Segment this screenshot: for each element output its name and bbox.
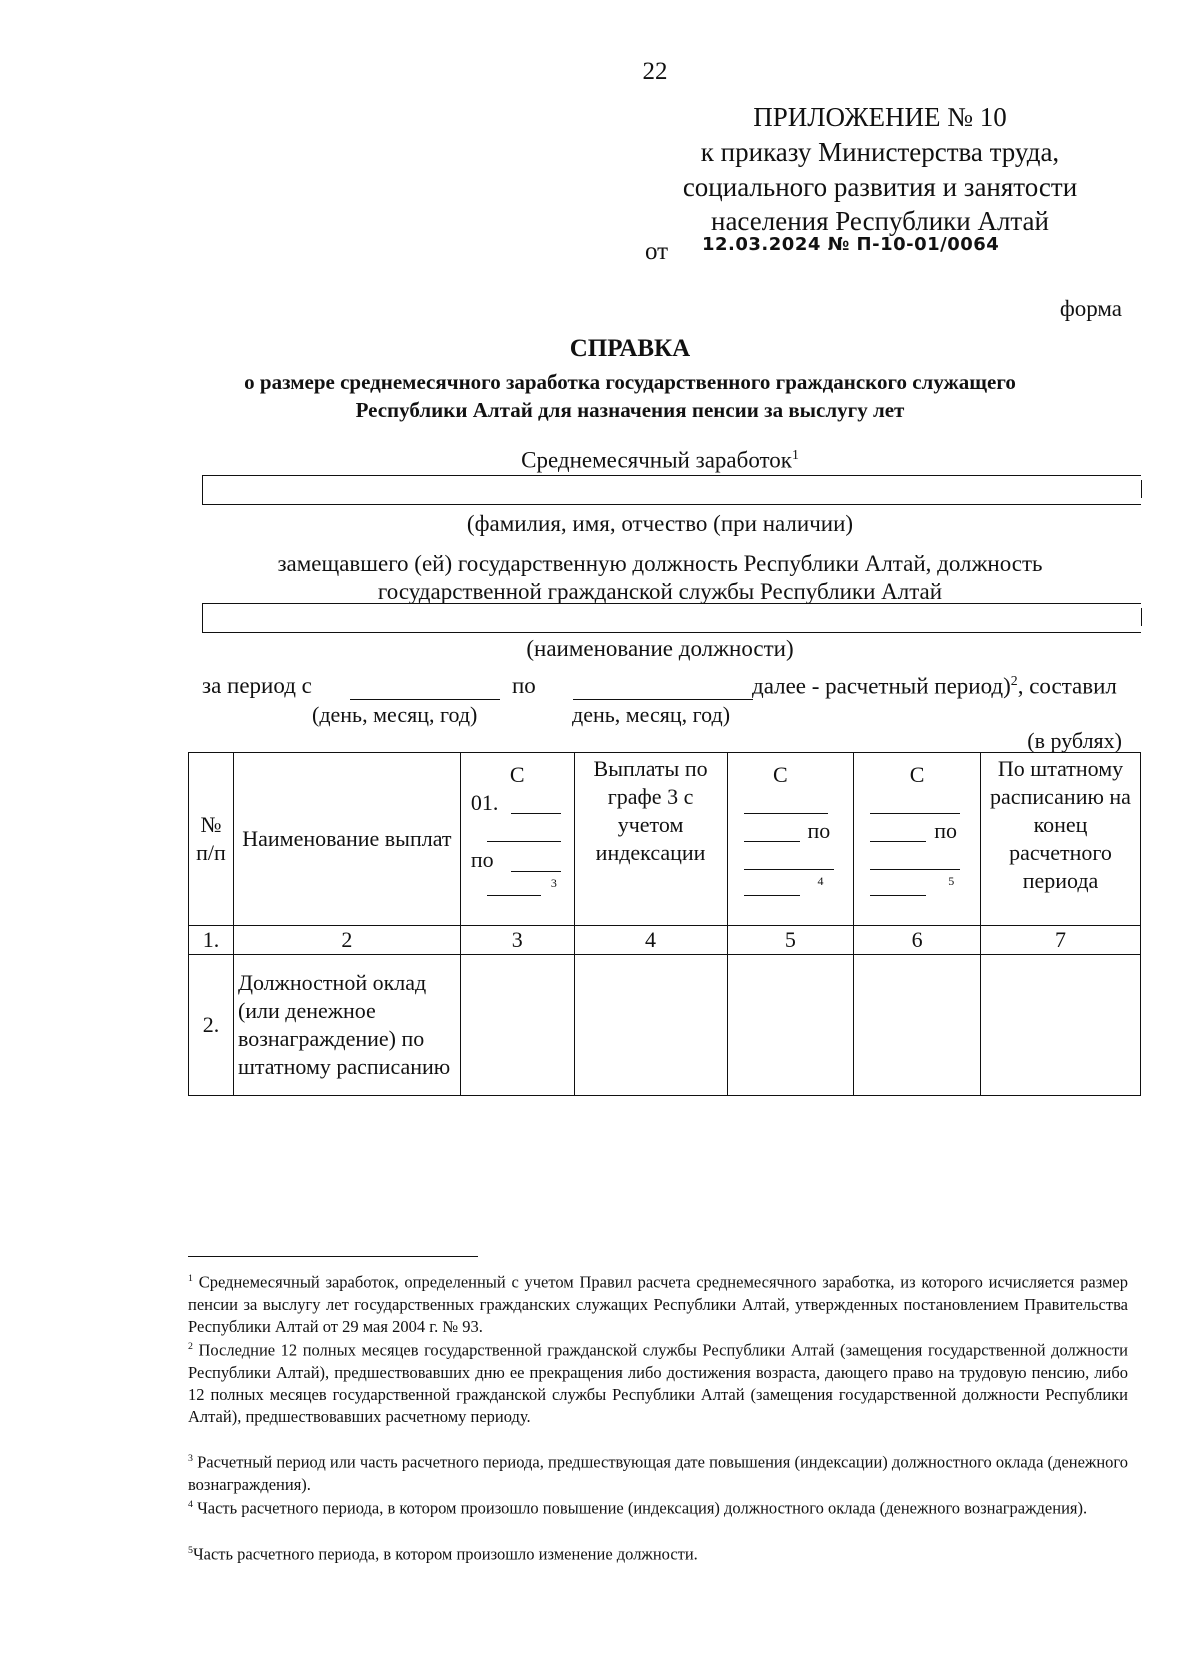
header-indexed-payments: Выплаты по графе 3 с учетом индексации	[574, 753, 727, 926]
page-number: 22	[642, 58, 668, 85]
position-field[interactable]	[202, 603, 1141, 633]
footnote-4: $^4$ Часть расчетного периода, в котором произошло повышение (индексация) должностного оклада (денежного вознаграждения).	[188, 1498, 1088, 1518]
row-payment-name: Должностной оклад (или денежное вознаграждение) по штатному расписанию	[233, 955, 460, 1096]
position-text-1: замещавшего (ей) государственную должность Республики Алтай, должность	[277, 551, 1043, 576]
date-caption-2: день, месяц, год)	[572, 702, 731, 727]
subtitle-line-2: Республики Алтай для назначения пенсии за выслугу лет	[355, 398, 905, 422]
from-label: от	[645, 238, 669, 265]
row-cell-col6[interactable]	[854, 955, 981, 1096]
fio-field[interactable]	[202, 475, 1141, 505]
col3-year-field[interactable]	[487, 841, 561, 842]
index-cell: 1.	[189, 926, 234, 955]
form-label: форма	[1059, 296, 1122, 321]
row-cell-col4[interactable]	[574, 955, 727, 1096]
footnote-2: $^2$ Последние 12 полных месяцев государственной гражданской службы Республики Алтай (замещения государственной должности Республики Алтай), предшествовавших дню ее прекращения либо достижения возраста, дающего право на трудовую пенсию, либо 12 полных месяцев государственной гражданской службы Республики Алтай (замещения государственной должности Республики Алтай), предшествовавших расчетному периоду.	[188, 1340, 1128, 1426]
fio-caption: (фамилия, имя, отчество (при наличии)	[466, 511, 854, 536]
header-number: № п/п	[189, 753, 234, 926]
col3-to-year-field[interactable]	[487, 895, 541, 896]
table-header-row	[189, 753, 1141, 926]
appendix-line-3: социального развития и занятости	[682, 172, 1078, 202]
footnote-5: $^5$Часть расчетного периода, в котором произошло изменение должности.	[188, 1544, 698, 1564]
currency-note: (в рублях)	[1027, 728, 1122, 753]
position-text-2: государственной гражданской службы Республики Алтай	[377, 579, 943, 604]
row-number: 2.	[189, 955, 234, 1096]
table-row	[189, 955, 1141, 1096]
header-col5: С по 4	[727, 753, 854, 926]
index-cell: 2	[233, 926, 460, 955]
position-caption: (наименование должности)	[526, 636, 794, 661]
avg-earnings-label: Среднемесячный заработок$^1$	[521, 447, 799, 473]
period-from-label: за период с	[202, 673, 312, 698]
row-cell-col3[interactable]	[460, 955, 574, 1096]
index-cell: 5	[727, 926, 854, 955]
col3-month-field[interactable]	[511, 813, 561, 814]
order-date-number: 12.03.2024 № П-10-01/0064	[702, 234, 1000, 255]
footnote-1: $^1$ Среднемесячный заработок, определенный с учетом Правил расчета среднемесячного заработка, из которого исчисляется размер пенсии за выслугу лет государственных гражданских служащих Республики Алтай, утвержденных постановлением Правительства Республики Алтай от 29 мая 2004 г. № 93.	[188, 1272, 1129, 1336]
appendix-line-4: населения Республики Алтай	[711, 206, 1049, 236]
index-cell: 3	[460, 926, 574, 955]
header-payment-name: Наименование выплат	[233, 753, 460, 926]
period-to-field[interactable]	[573, 699, 753, 700]
footnote-3: $^3$ Расчетный период или часть расчетного периода, предшествующая дате повышения (индексации) должностного оклада (денежного вознаграждения).	[188, 1452, 1129, 1494]
appendix-line-2: к приказу Министерства труда,	[700, 137, 1060, 167]
index-cell: 4	[574, 926, 727, 955]
header-staff-schedule: По штатному расписанию на конец расчетного периода	[981, 753, 1141, 926]
document-title: СПРАВКА	[569, 335, 691, 362]
earnings-table	[188, 752, 1141, 1096]
footnote-divider	[188, 1256, 478, 1257]
date-caption-1: (день, месяц, год)	[312, 702, 478, 727]
subtitle-line-1: о размере среднемесячного заработка государственного гражданского служащего	[244, 370, 1016, 394]
period-tail: далее - расчетный период)$^2$, составил	[752, 673, 1117, 699]
period-from-field[interactable]	[350, 699, 500, 700]
document-subtitle	[0, 368, 1200, 424]
index-cell: 6	[854, 926, 981, 955]
appendix-title: ПРИЛОЖЕНИЕ № 10	[753, 102, 1007, 132]
row-cell-col5[interactable]	[727, 955, 854, 1096]
index-cell: 7	[981, 926, 1141, 955]
row-cell-col7[interactable]	[981, 955, 1141, 1096]
header-col3: С 01. по 3	[460, 753, 574, 926]
table-index-row	[189, 926, 1141, 955]
header-col6: С по 5	[854, 753, 981, 926]
period-to-label: по	[512, 673, 536, 698]
